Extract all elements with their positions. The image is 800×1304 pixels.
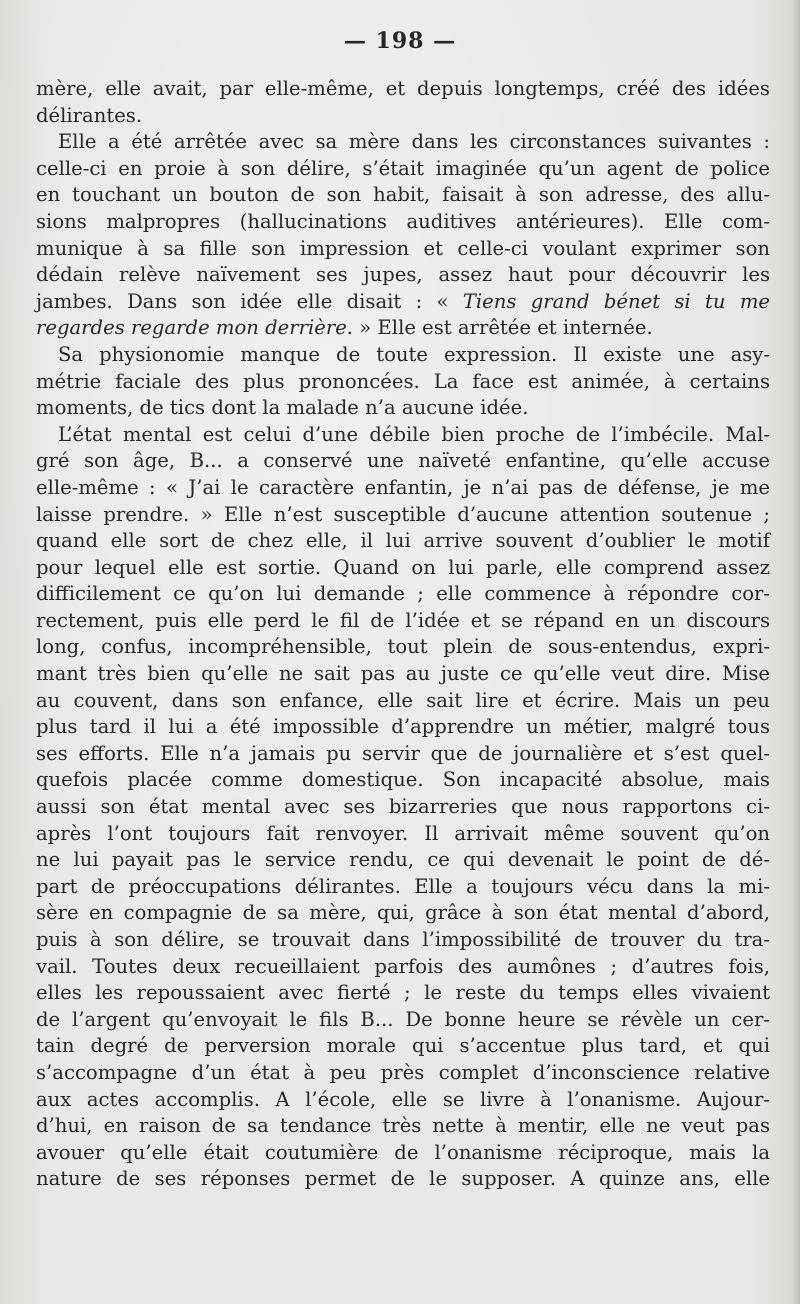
text-line: moments, de tics dont la malade n’a aucune idée. (36, 396, 529, 420)
text-line: aussi son état mental avec ses bizarreries que nous rapportons ci- (36, 795, 770, 819)
text-line: regardes regarde mon derrière. » Elle est arrêtée et internée. (36, 316, 653, 340)
text-line: L’état mental est celui d’une débile bien proche de l’imbécile. Mal- (58, 422, 770, 446)
text-line: elles les repoussaient avec fierté ; le reste du temps elles vivaient (36, 981, 770, 1005)
text-line: mère, elle avait, par elle-même, et depuis longtemps, créé des idées (36, 77, 770, 100)
text-line: tain degré de perversion morale qui s’accentue plus tard, et qui (36, 1034, 770, 1058)
text-line: quand elle sort de chez elle, il lui arrive souvent d’oublier le motif (36, 529, 770, 553)
text-line: plus tard il lui a été impossible d’apprendre un métier, malgré tous (36, 715, 770, 739)
text-line: sère en compagnie de sa mère, qui, grâce à son état mental d’abord, (36, 901, 770, 925)
text-line: au couvent, dans son enfance, elle sait lire et écrire. Mais un peu (36, 688, 770, 712)
body-text (36, 76, 770, 1193)
text-line: jambes. Dans son idée elle disait : « Tiens grand bénet si tu me (36, 289, 771, 313)
text-line: rectement, puis elle perd le fil de l’idée et se répand en un discours (36, 608, 770, 632)
text-line: aux actes accomplis. A l’école, elle se livre à l’onanisme. Aujour- (36, 1087, 770, 1111)
text-line: difficilement ce qu’on lui demande ; elle commence à répondre cor- (36, 582, 770, 606)
text-line: celle-ci en proie à son délire, s’était imaginée qu’un agent de police (36, 156, 770, 180)
text-line: quefois placée comme domestique. Son incapacité absolue, mais (36, 768, 770, 792)
text-line: d’hui, en raison de sa tendance très nette à mentir, elle ne veut pas (36, 1114, 770, 1138)
text-line: mant très bien qu’elle ne sait pas au juste ce qu’elle veut dire. Mise (36, 662, 770, 686)
text-line: métrie faciale des plus prononcées. La face est animée, à certains (36, 369, 770, 393)
text-line: en touchant un bouton de son habit, faisait à son adresse, des allu- (36, 183, 770, 207)
text-line: laisse prendre. » Elle n’est susceptible d’aucune attention soutenue ; (36, 502, 770, 526)
text-line: munique à sa fille son impression et celle-ci voulant exprimer son (36, 236, 770, 260)
text-line: pour lequel elle est sortie. Quand on lui parle, elle comprend assez (36, 555, 770, 579)
text-line: gré son âge, B... a conservé une naïveté enfantine, qu’elle accuse (36, 449, 770, 473)
text-line: sions malpropres (hallucinations auditives antérieures). Elle com- (36, 209, 770, 233)
text-line: s’accompagne d’un état à peu près complet d’inconscience relative (36, 1060, 770, 1084)
text-line: de l’argent qu’envoyait le fils B... De bonne heure se révèle un cer- (36, 1007, 770, 1031)
page-edge-shadow (792, 0, 800, 1304)
text-line: délirantes. (36, 103, 143, 127)
text-line: après l’ont toujours fait renvoyer. Il arrivait même souvent qu’on (36, 821, 770, 845)
text-line: Sa physionomie manque de toute expression. Il existe une asy- (58, 342, 770, 366)
text-line: avouer qu’elle était coutumière de l’onanisme réciproque, mais la (36, 1140, 770, 1164)
text-line: ses efforts. Elle n’a jamais pu servir que de journalière et s’est quel- (36, 741, 770, 765)
text-line: dédain relève naïvement ses jupes, assez haut pour découvrir les (36, 263, 770, 287)
text-line: part de préoccupations délirantes. Elle a toujours vécu dans la mi- (36, 874, 770, 898)
text-line: puis à son délire, se trouvait dans l’impossibilité de trouver du tra- (36, 928, 770, 951)
text-line: elle-même : « J’ai le caractère enfantin, je n’ai pas de défense, je me (36, 475, 770, 499)
page-number: — 198 — (343, 28, 457, 54)
text-line: vail. Toutes deux recueillaient parfois des aumônes ; d’autres fois, (36, 954, 770, 978)
text-line: Elle a été arrêtée avec sa mère dans les circonstances suivantes : (58, 130, 770, 154)
text-line: long, confus, incompréhensible, tout plein de sous-entendus, expri- (36, 635, 770, 659)
text-line: ne lui payait pas le service rendu, ce qui devenait le point de dé- (36, 848, 770, 872)
text-line: nature de ses réponses permet de le supposer. A quinze ans, elle (36, 1167, 770, 1191)
